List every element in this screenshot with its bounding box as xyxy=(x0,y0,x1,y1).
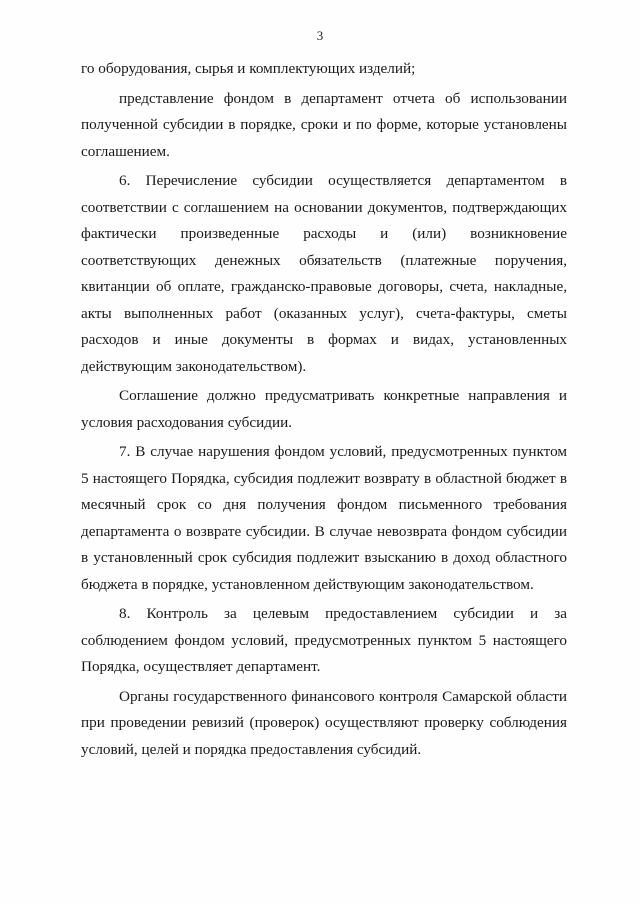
paragraph-control-bodies: Органы государственного финансового контроля Самарской области при проведении ревизий (проверок) осуществляют проверку соблюдения условий, целей и порядка предоставления субсидий. xyxy=(81,687,567,758)
paragraph-item-6: 6. Перечисление субсидии осуществляется департаментом в соответствии с соглашением на основании документов, подтверждающих фактически произведенные расходы и (или) возникновение соответствующих денежных обязательств (платежные поручения, квитанции об оплате, гражданско-правовые договоры, счета, накладные, акты выполненных работ (оказанных услуг), счета-фактуры, сметы расходов и иные документы в формах и видах, установленных действующим законодательством). xyxy=(81,172,567,375)
page-number: 3 xyxy=(316,28,324,43)
paragraph-report: представление фондом в департамент отчета об использовании полученной субсидии в порядке, сроки и по форме, которые установлены соглашением. xyxy=(81,89,567,160)
paragraph-item-8: 8. Контроль за целевым предоставлением субсидии и за соблюдением фондом условий, предусмотренных пунктом 5 настоящего Порядка, осуществляет департамент. xyxy=(81,605,567,675)
paragraph-item-7: 7. В случае нарушения фондом условий, предусмотренных пунктом 5 настоящего Порядка, субсидия подлежит возврату в областной бюджет в месячный срок со дня получения фондом письменного требования департамента о возврате субсидии. В случае невозврата фондом субсидии в установленный срок субсидия подлежит взысканию в доход областного бюджета в порядке, установленном действующим законодательством. xyxy=(81,443,567,593)
paragraph-continuation: го оборудования, сырья и комплектующих изделий; xyxy=(81,60,416,77)
document-body xyxy=(81,56,567,763)
paragraph-agreement: Соглашение должно предусматривать конкретные направления и условия расходования субсидии. xyxy=(81,387,567,431)
